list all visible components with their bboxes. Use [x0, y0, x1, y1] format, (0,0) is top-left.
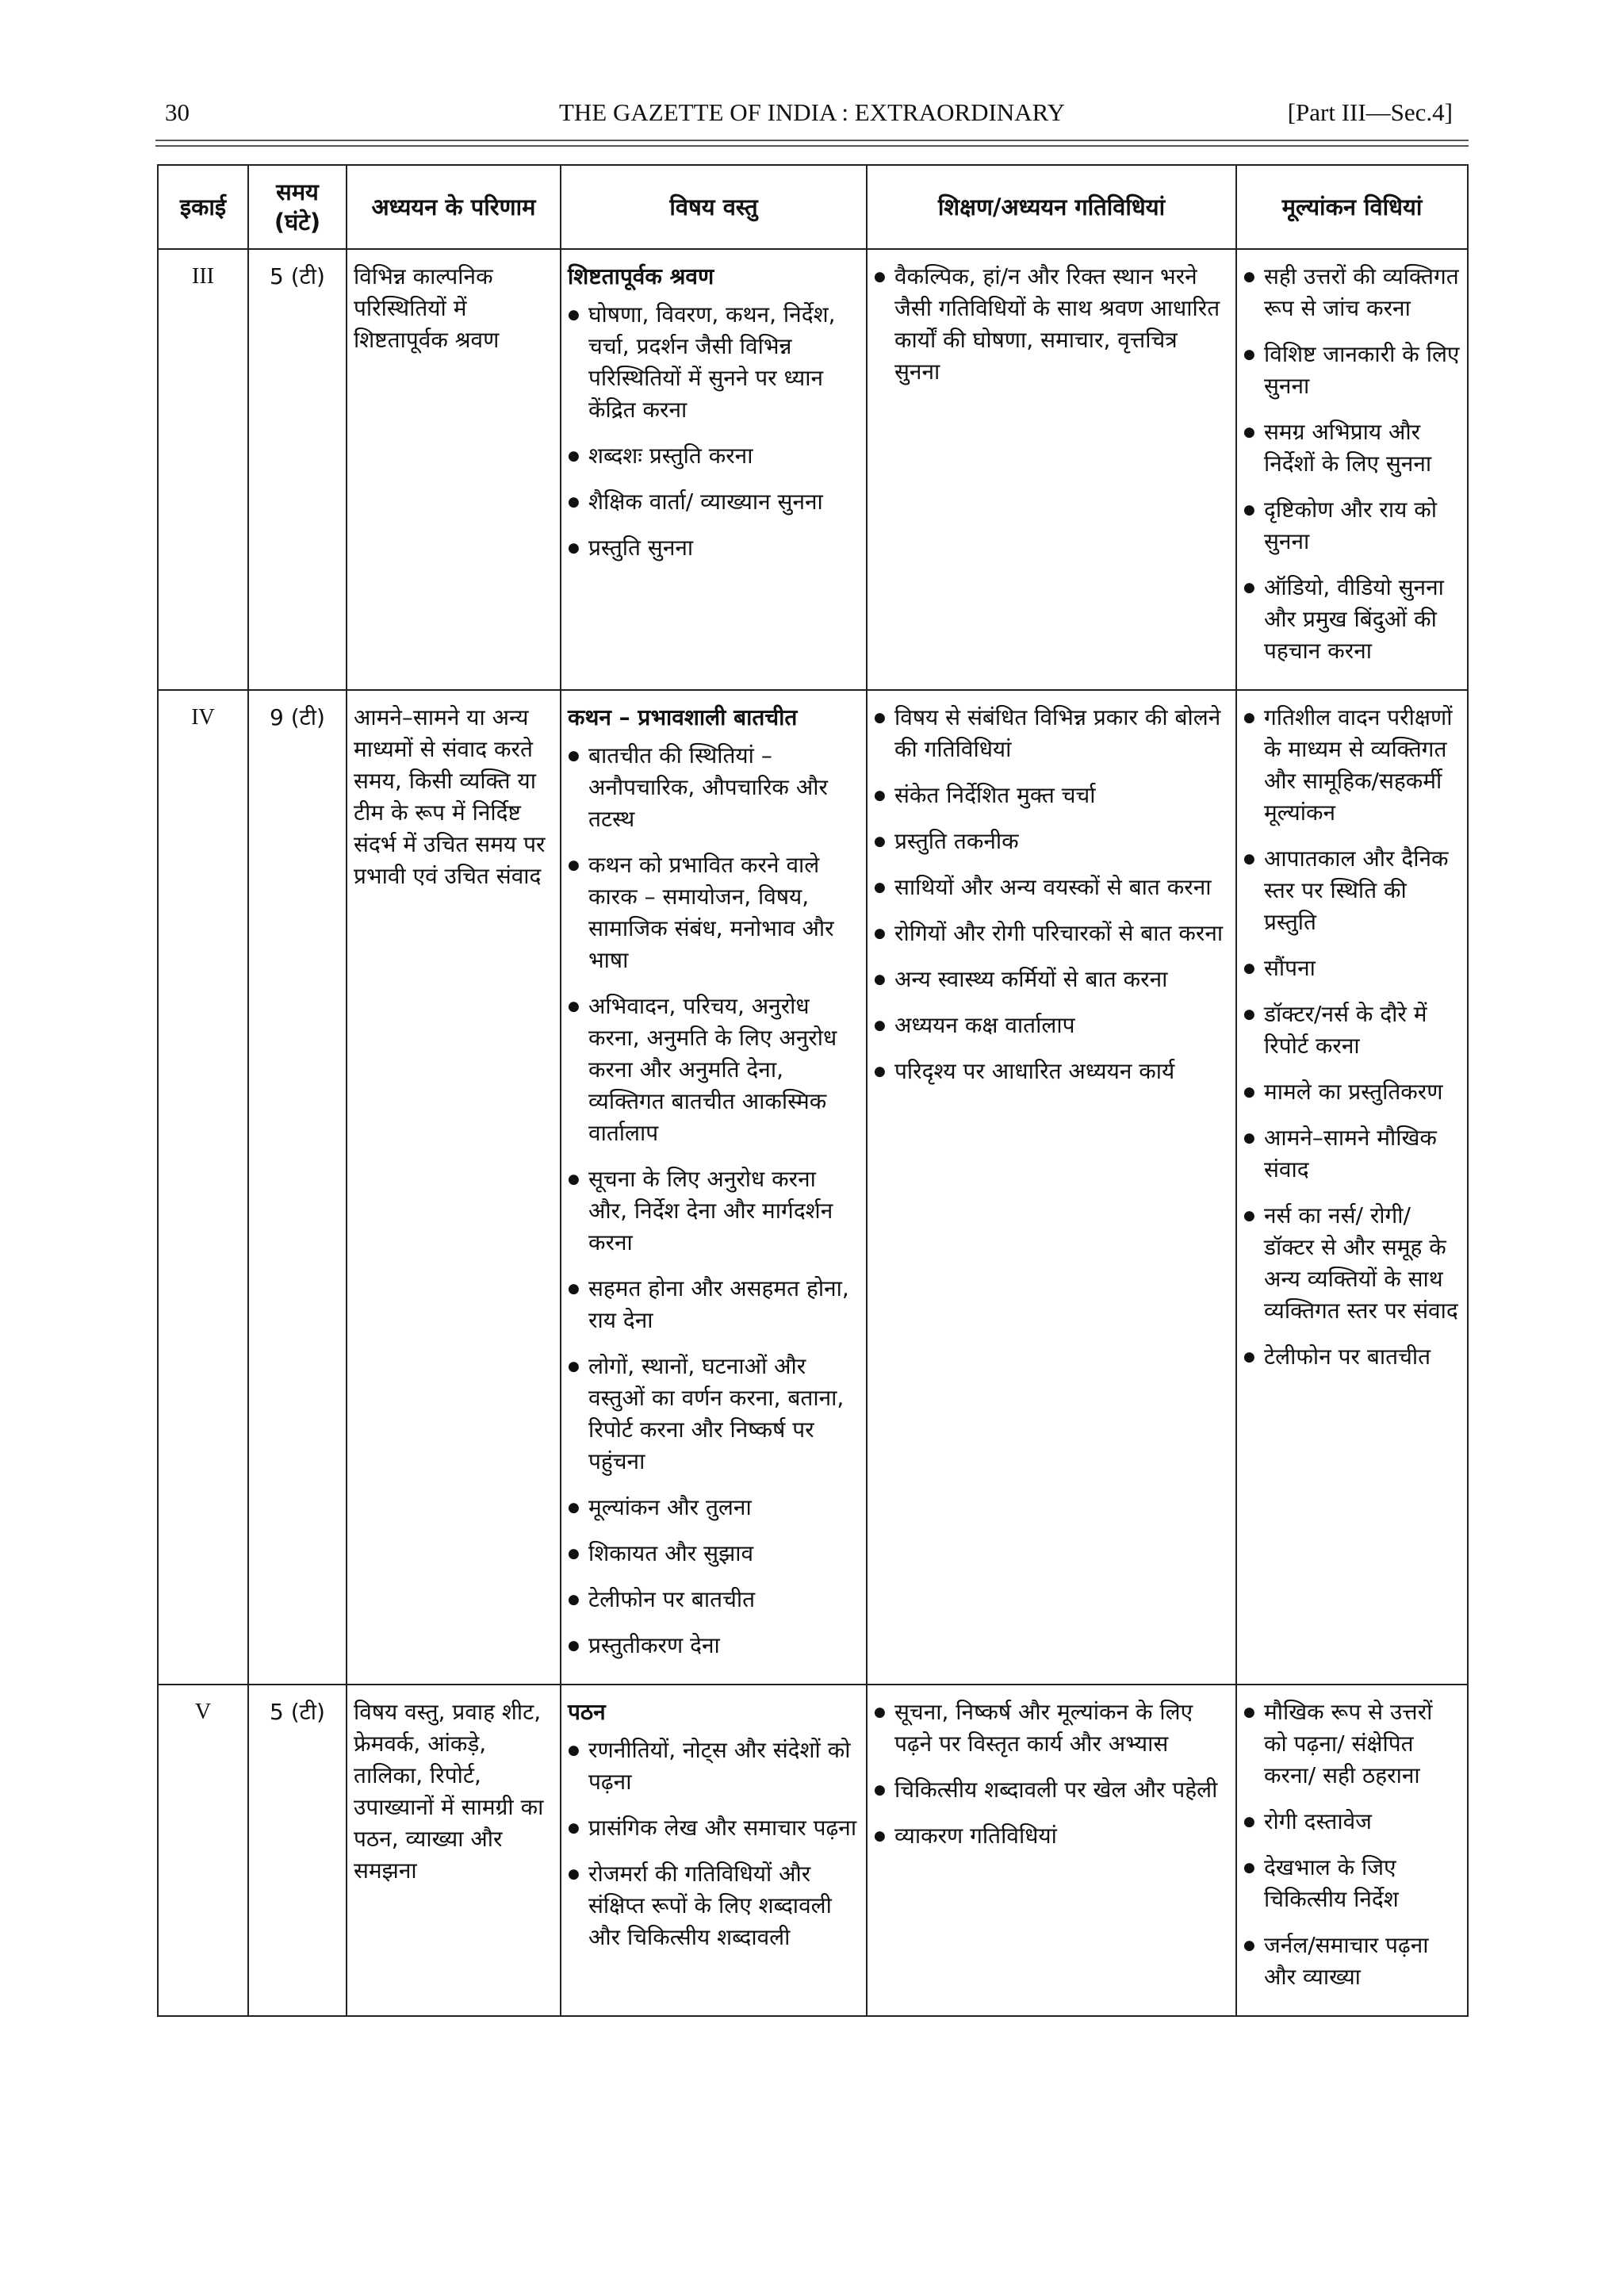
page-header: [155, 98, 1469, 133]
unit-cell: IV: [158, 690, 248, 1685]
table-row: [158, 690, 1468, 1685]
list-item: ● आमने–सामने मौखिक संवाद: [1243, 1122, 1461, 1186]
header-rule-top: [155, 140, 1469, 141]
list-item: ● कथन को प्रभावित करने वाले कारक – समायोजन, विषय, सामाजिक संबंध, मनोभाव और भाषा: [568, 849, 860, 976]
list-item: ● टेलीफोन पर बातचीत: [1243, 1341, 1461, 1373]
unit-cell: III: [158, 249, 248, 690]
content-cell: [561, 690, 867, 1685]
hours-cell: 5 (टी): [248, 249, 347, 690]
list-item: ● ऑडियो, वीडियो सुनना और प्रमुख बिंदुओं की पहचान करना: [1243, 572, 1461, 667]
list-item: ● शैक्षिक वार्ता/ व्याख्यान सुनना: [568, 486, 860, 518]
list-item: ● शिकायत और सुझाव: [568, 1538, 860, 1570]
outcomes-cell: आमने–सामने या अन्य माध्यमों से संवाद करते समय, किसी व्यक्ति या टीम के रूप में निर्दिष्ट संदर्भ में उचित समय पर प्रभावी एवं उचित संवाद: [347, 690, 561, 1685]
page-number: 30: [165, 98, 190, 126]
content-title: शिष्टतापूर्वक श्रवण: [568, 263, 714, 289]
activities-cell: [867, 249, 1236, 690]
col-header-assessment: मूल्यांकन विधियां: [1236, 165, 1468, 249]
assessment-cell: [1236, 690, 1468, 1685]
list-item: ● मौखिक रूप से उत्तरों को पढ़ना/ संक्षेपित करना/ सही ठहराना: [1243, 1696, 1461, 1792]
list-item: ● प्रस्तुति सुनना: [568, 532, 860, 564]
content-list: [568, 299, 860, 564]
assessment-list: [1243, 702, 1461, 1373]
list-item: ● देखभाल के जिए चिकित्सीय निर्देश: [1243, 1852, 1461, 1915]
list-item: ● विषय से संबंधित विभिन्न प्रकार की बोलने की गतिविधियां: [874, 702, 1229, 765]
header-rule-bottom: [155, 145, 1469, 147]
assessment-cell: [1236, 1685, 1468, 2016]
list-item: ● प्रस्तुतीकरण देना: [568, 1630, 860, 1662]
list-item: ● अध्ययन कक्ष वार्तालाप: [874, 1010, 1229, 1041]
list-item: ● वैकल्पिक, हां/न और रिक्त स्थान भरने जैसी गतिविधियों के साथ श्रवण आधारित कार्यों की घोषणा, समाचार, वृत्तचित्र सुनना: [874, 261, 1229, 388]
assessment-cell: [1236, 249, 1468, 690]
list-item: ● सौंपना: [1243, 953, 1461, 984]
list-item: ● मूल्यांकन और तुलना: [568, 1492, 860, 1524]
list-item: ● रोगियों और रोगी परिचारकों से बात करना: [874, 918, 1229, 949]
list-item: ● डॉक्टर/नर्स के दौरे में रिपोर्ट करना: [1243, 999, 1461, 1062]
part-section-label: [Part III—Sec.4]: [1287, 98, 1453, 126]
list-item: ● व्याकरण गतिविधियां: [874, 1820, 1229, 1852]
outcomes-cell: विभिन्न काल्पनिक परिस्थितियों में शिष्टतापूर्वक श्रवण: [347, 249, 561, 690]
unit-cell: V: [158, 1685, 248, 2016]
list-item: ● लोगों, स्थानों, घटनाओं और वस्तुओं का वर्णन करना, बताना, रिपोर्ट करना और निष्कर्ष पर पहुंचना: [568, 1351, 860, 1478]
gazette-title: THE GAZETTE OF INDIA : EXTRAORDINARY: [558, 98, 1066, 126]
list-item: ● टेलीफोन पर बातचीत: [568, 1584, 860, 1616]
activities-list: [874, 702, 1229, 1087]
list-item: ● प्रासंगिक लेख और समाचार पढ़ना: [568, 1812, 860, 1844]
assessment-list: [1243, 1696, 1461, 1993]
content-list: [568, 1734, 860, 1953]
list-item: ● विशिष्ट जानकारी के लिए सुनना: [1243, 339, 1461, 402]
content-title: पठन: [568, 1699, 606, 1725]
list-item: ● रोगी दस्तावेज: [1243, 1806, 1461, 1838]
list-item: ● सहमत होना और असहमत होना, राय देना: [568, 1273, 860, 1336]
list-item: ● रणनीतियों, नोट्स और संदेशों को पढ़ना: [568, 1734, 860, 1798]
list-item: ● बातचीत की स्थितियां – अनौपचारिक, औपचारिक और तटस्थ: [568, 740, 860, 835]
activities-cell: [867, 690, 1236, 1685]
syllabus-table: [157, 164, 1469, 2017]
col-header-unit: इकाई: [158, 165, 248, 249]
list-item: ● प्रस्तुति तकनीक: [874, 826, 1229, 857]
content-title: कथन – प्रभावशाली बातचीत: [568, 704, 798, 730]
list-item: ● साथियों और अन्य वयस्कों से बात करना: [874, 872, 1229, 903]
list-item: ● अन्य स्वास्थ्य कर्मियों से बात करना: [874, 964, 1229, 995]
list-item: ● गतिशील वादन परीक्षणों के माध्यम से व्यक्तिगत और सामूहिक/सहकर्मी मूल्यांकन: [1243, 702, 1461, 829]
table-header-row: [158, 165, 1468, 249]
activities-cell: [867, 1685, 1236, 2016]
content-cell: [561, 249, 867, 690]
col-header-content: विषय वस्तु: [561, 165, 867, 249]
hours-cell: 5 (टी): [248, 1685, 347, 2016]
list-item: ● सही उत्तरों की व्यक्तिगत रूप से जांच करना: [1243, 261, 1461, 324]
list-item: ● मामले का प्रस्तुतिकरण: [1243, 1076, 1461, 1108]
outcomes-cell: विषय वस्तु, प्रवाह शीट, फ्रेमवर्क, आंकड़े, तालिका, रिपोर्ट, उपाख्यानों में सामग्री का पठन, व्याख्या और समझना: [347, 1685, 561, 2016]
content-cell: [561, 1685, 867, 2016]
table-row: [158, 1685, 1468, 2016]
list-item: ● संकेत निर्देशित मुक्त चर्चा: [874, 780, 1229, 811]
col-header-activities: शिक्षण/अध्ययन गतिविधियां: [867, 165, 1236, 249]
list-item: ● समग्र अभिप्राय और निर्देशों के लिए सुनना: [1243, 416, 1461, 480]
list-item: ● सूचना, निष्कर्ष और मूल्यांकन के लिए पढ़ने पर विस्तृत कार्य और अभ्यास: [874, 1696, 1229, 1760]
hours-cell: 9 (टी): [248, 690, 347, 1685]
list-item: ● चिकित्सीय शब्दावली पर खेल और पहेली: [874, 1774, 1229, 1806]
list-item: ● सूचना के लिए अनुरोध करना और, निर्देश देना और मार्गदर्शन करना: [568, 1163, 860, 1259]
list-item: ● परिदृश्य पर आधारित अध्ययन कार्य: [874, 1056, 1229, 1087]
list-item: ● आपातकाल और दैनिक स्तर पर स्थिति की प्रस्तुति: [1243, 843, 1461, 938]
col-header-hours: समय (घंटे): [248, 165, 347, 249]
col-header-outcomes: अध्ययन के परिणाम: [347, 165, 561, 249]
list-item: ● घोषणा, विवरण, कथन, निर्देश, चर्चा, प्रदर्शन जैसी विभिन्न परिस्थितियों में सुनने पर ध्यान केंद्रित करना: [568, 299, 860, 426]
table-row: [158, 249, 1468, 690]
list-item: ● शब्दशः प्रस्तुति करना: [568, 440, 860, 472]
assessment-list: [1243, 261, 1461, 667]
list-item: ● नर्स का नर्स/ रोगी/डॉक्टर से और समूह के अन्य व्यक्तियों के साथ व्यक्तिगत स्तर पर संवाद: [1243, 1200, 1461, 1327]
activities-list: [874, 1696, 1229, 1852]
list-item: ● दृष्टिकोण और राय को सुनना: [1243, 494, 1461, 558]
activities-list: [874, 261, 1229, 388]
content-list: [568, 740, 860, 1662]
list-item: ● अभिवादन, परिचय, अनुरोध करना, अनुमति के लिए अनुरोध करना और अनुमति देना, व्यक्तिगत बातचीत आकस्मिक वार्तालाप: [568, 991, 860, 1149]
list-item: ● रोजमर्रा की गतिविधियों और संक्षिप्त रूपों के लिए शब्दावली और चिकित्सीय शब्दावली: [568, 1858, 860, 1953]
list-item: ● जर्नल/समाचार पढ़ना और व्याख्या: [1243, 1930, 1461, 1993]
